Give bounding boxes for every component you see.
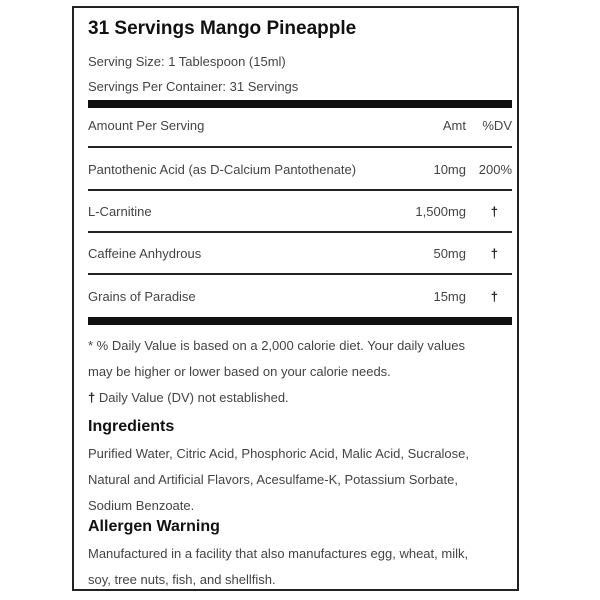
nutrient-amount: 50mg [433,246,466,261]
allergen-line: Manufactured in a facility that also manufactures egg, wheat, milk, [88,546,469,561]
nutrient-name: Grains of Paradise [88,289,196,304]
product-title: 31 Servings Mango Pineapple [88,18,357,39]
daily-value-line: * % Daily Value is based on a 2,000 calorie diet. Your daily values [88,338,465,353]
nutrient-name: Pantothenic Acid (as D-Calcium Pantothenate) [88,162,357,177]
row-divider [88,231,512,233]
table-row [88,204,512,224]
serving-size: Serving Size: 1 Tablespoon (15ml) [88,54,286,69]
nutrient-name: L-Carnitine [88,204,152,219]
header-amt: Amt [442,118,466,133]
header-amount-per-serving: Amount Per Serving [88,118,205,133]
table-header [88,118,512,138]
bottom-thick-divider [88,317,512,325]
nutrient-amount: 15mg [433,289,466,304]
row-divider [88,189,512,191]
allergen-line: soy, tree nuts, fish, and shellfish. [88,572,276,587]
table-row [88,289,512,309]
nutrient-name: Caffeine Anhydrous [88,246,202,261]
ingredients-list [88,441,508,519]
nutrient-dv: † [490,289,498,304]
nutrient-amount: 1,500mg [415,204,466,219]
ingredients-heading: Ingredients [88,418,175,435]
nutrient-dv: † [490,246,498,261]
allergen-heading: Allergen Warning [88,518,220,535]
dagger-symbol: † [88,390,96,405]
ingredients-line: Purified Water, Citric Acid, Phosphoric Acid, Malic Acid, Sucralose, [88,446,470,461]
allergen-text [88,541,508,593]
nutrient-amount: 10mg [433,162,466,177]
row-divider [88,273,512,275]
nutrient-dv: † [490,204,498,219]
dv-not-established-text: Daily Value (DV) not established. [98,390,289,405]
table-row [88,162,512,182]
ingredients-line: Natural and Artificial Flavors, Acesulfame-K, Potassium Sorbate, [88,472,458,487]
supplement-facts-panel [72,6,519,591]
ingredients-line: Sodium Benzoate. [88,498,195,513]
daily-value-line: may be higher or lower based on your calorie needs. [88,364,391,379]
top-thick-divider [88,100,512,108]
nutrient-dv: 200% [478,162,512,177]
servings-per-container: Servings Per Container: 31 Servings [88,79,299,94]
dv-not-established-note [88,385,512,411]
daily-value-footnote [88,333,512,411]
row-divider [88,146,512,148]
table-row [88,246,512,266]
header-dv: %DV [482,118,512,133]
